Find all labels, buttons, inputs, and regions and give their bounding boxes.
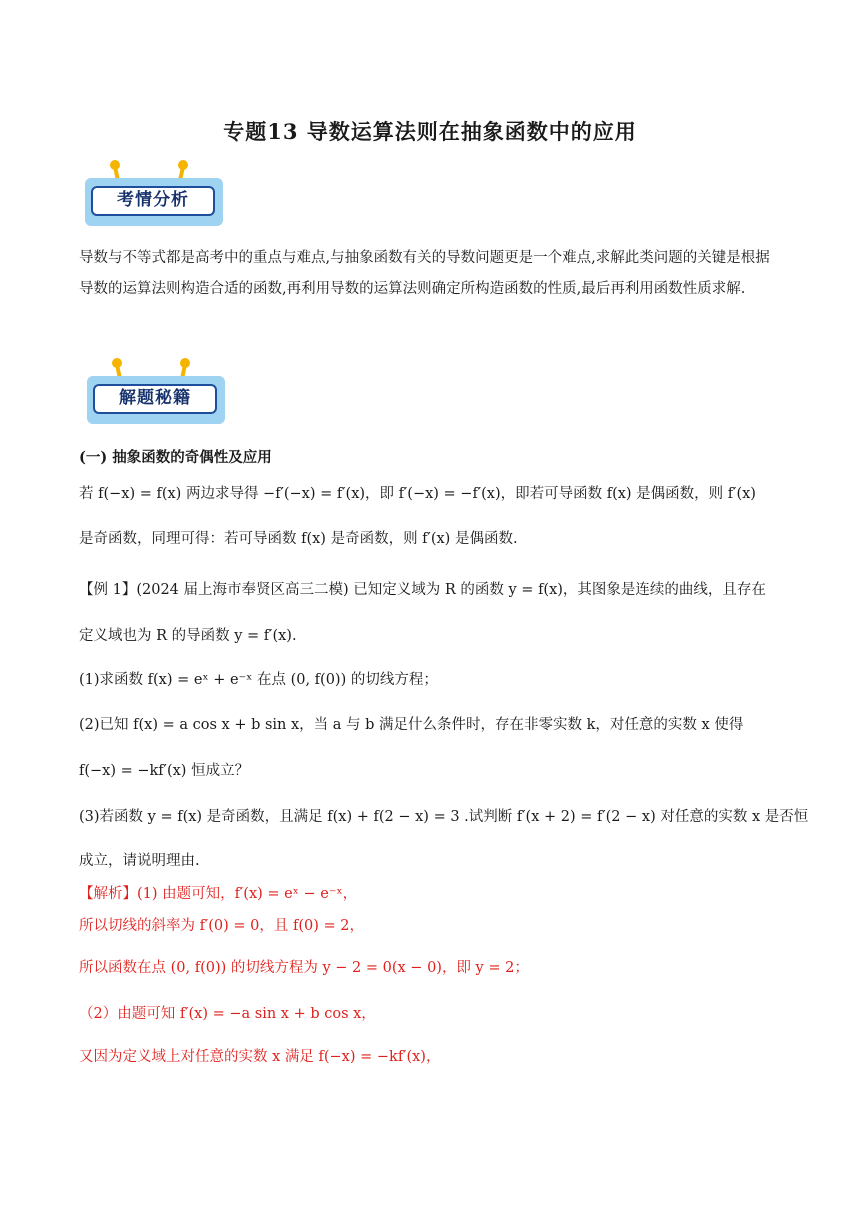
example-line: 定义域也为 R 的导函数 y = f′(x).	[79, 628, 297, 644]
badge-label: 解题秘籍	[93, 384, 217, 414]
intro-paragraph: 导数与不等式都是高考中的重点与难点,与抽象函数有关的导数问题更是一个难点,求解此类问题的关键是根据导数的运算法则构造合适的函数,再利用导数的运算法则确定所构造函数的性质,最后再利用函数性质求解.	[79, 250, 770, 297]
solution-line-2: 所以切线的斜率为 f′(0) = 0，且 f(0) = 2，	[79, 918, 365, 934]
body-line: 若 f(−x) = f(x) 两边求导得 −f′(−x) = f′(x)，即 f′(−x) = −f′(x)，即若可导函数 f(x) 是偶函数，则 f′(x)	[79, 486, 756, 502]
question-1: (1)求函数 f(x) = eˣ + e⁻ˣ 在点 (0, f(0)) 的切线方程；	[79, 672, 438, 688]
question-3: (3)若函数 y = f(x) 是奇函数，且满足 f(x) + f(2 − x) = 3 .试判断 f′(x + 2) = f′(2 − x) 对任意的实数 x 是否恒	[79, 809, 809, 825]
question-2-cont: f(−x) = −kf′(x) 恒成立？	[79, 763, 250, 779]
badge-frame	[87, 376, 225, 424]
solution-line-4: （2）由题可知 f′(x) = −a sin x + b cos x，	[79, 1006, 376, 1022]
solution-line-5: 又因为定义域上对任意的实数 x 满足 f(−x) = −kf′(x)，	[79, 1049, 441, 1065]
page-title: 专题13 导数运算法则在抽象函数中的应用	[223, 119, 637, 144]
solution-line-1	[79, 882, 357, 903]
body-line: 是奇函数，同理可得：若可导函数 f(x) 是奇函数，则 f′(x) 是偶函数.	[79, 531, 518, 547]
question-3-cont: 成立，请说明理由.	[79, 853, 200, 869]
badge-label: 考情分析	[91, 186, 215, 216]
section-badge-tips	[81, 356, 231, 428]
badge-frame	[85, 178, 223, 226]
solution-text: (1) 由题可知，f′(x) = eˣ − e⁻ˣ，	[137, 886, 358, 902]
solution-line-3: 所以函数在点 (0, f(0)) 的切线方程为 y − 2 = 0(x − 0)，即 y = 2；	[79, 960, 529, 976]
section-heading: (一) 抽象函数的奇偶性及应用	[79, 449, 272, 466]
solution-tag: 【解析】	[79, 886, 137, 902]
example-title: 【例 1】(2024 届上海市奉贤区高三二模) 已知定义域为 R 的函数 y = f(x)，其图象是连续的曲线，且存在	[79, 582, 766, 598]
question-2: (2)已知 f(x) = a cos x + b sin x，当 a 与 b 满足什么条件时，存在非零实数 k，对任意的实数 x 使得	[79, 717, 744, 733]
section-badge-analysis	[79, 158, 229, 230]
